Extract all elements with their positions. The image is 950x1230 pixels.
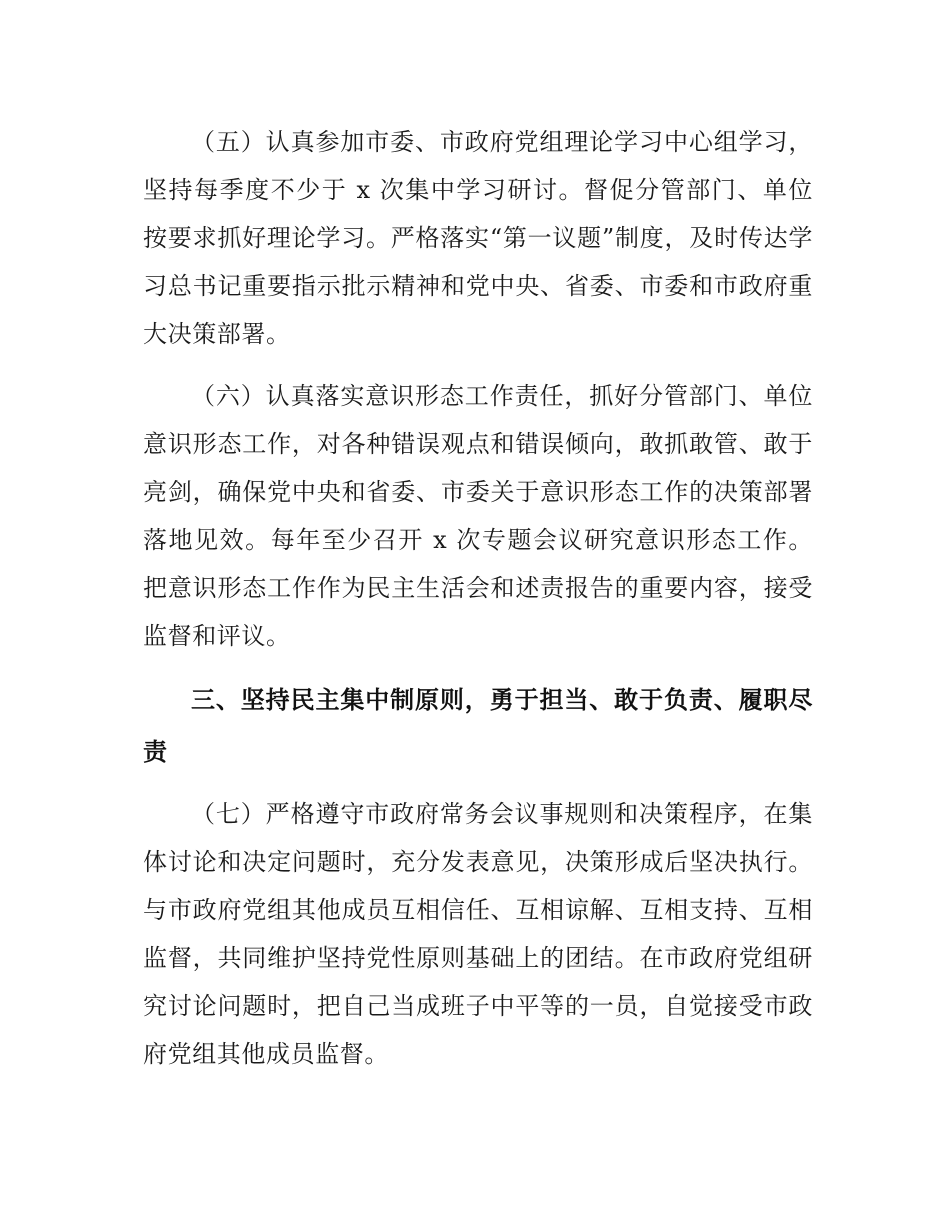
section-three-heading: 三、坚持民主集中制原则，勇于担当、敢于负责、履职尽责 xyxy=(143,686,813,766)
paragraph-seven: （七）严格遵守市政府常务会议事规则和决策程序，在集体讨论和决定问题时，充分发表意见，决策形成后坚决执行。与市政府党组其他成员互相信任、互相谅解、互相支持、互相监督，共同维护坚持党性原则基础上的团结。在市政府党组研究讨论问题时，把自己当成班子中平等的一员，自觉接受市政府党组其他成员监督。 xyxy=(143,800,813,1068)
paragraph-five: （五）认真参加市委、市政府党组理论学习中心组学习，坚持每季度不少于 x 次集中学习研讨。督促分管部门、单位按要求抓好理论学习。严格落实“第一议题”制度，及时传达学习总书记重要指示批示精神和党中央、省委、市委和市政府重大决策部署。 xyxy=(143,128,813,348)
paragraph-six: （六）认真落实意识形态工作责任，抓好分管部门、单位意识形态工作，对各种错误观点和错误倾向，敢抓敢管、敢于亮剑，确保党中央和省委、市委关于意识形态工作的决策部署落地见效。每年至少召开 x 次专题会议研究意识形态工作。把意识形态工作作为民主生活会和述责报告的重要内容，接受监督和评议。 xyxy=(143,382,813,650)
document-body xyxy=(143,118,813,1078)
